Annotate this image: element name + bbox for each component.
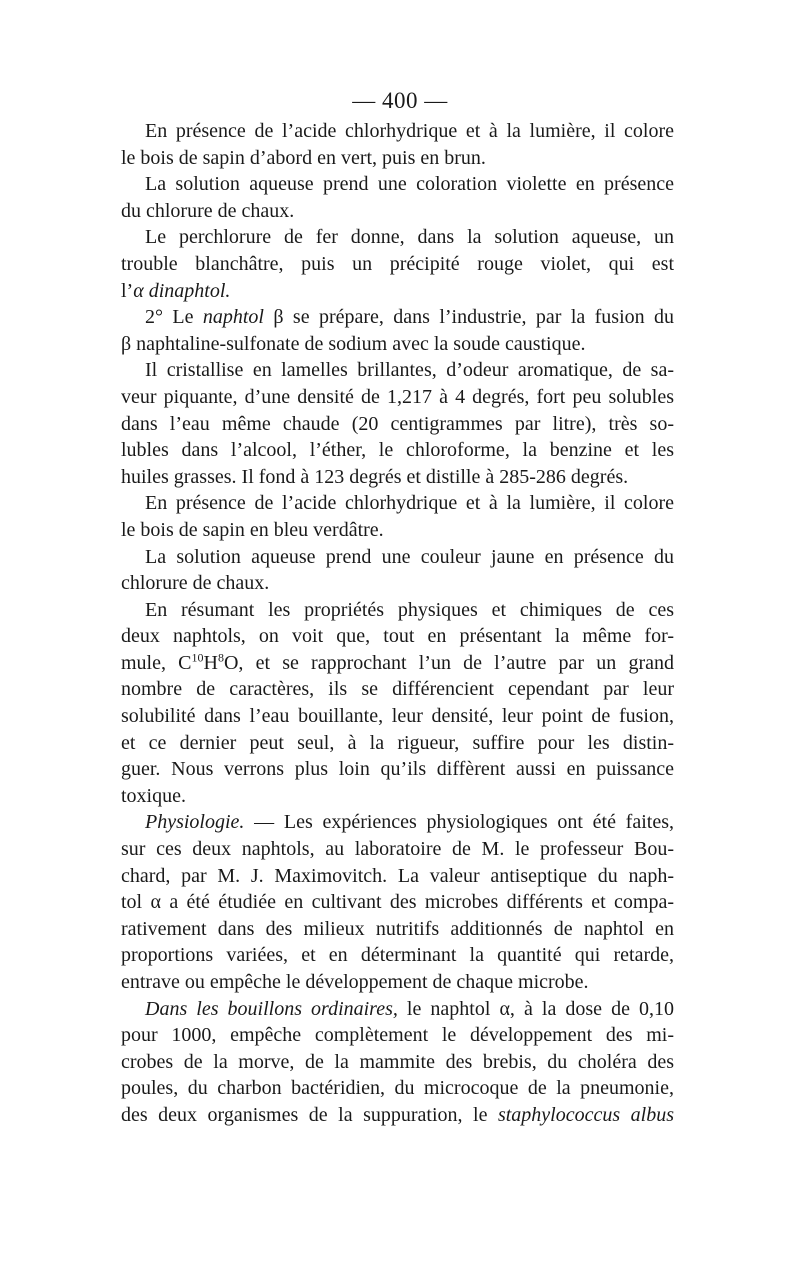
italic-text: Physiologie. <box>145 811 245 834</box>
text-line <box>121 384 674 411</box>
text-segment: solubilité dans l’eau bouillante, leur densité, leur point de fusion, <box>121 705 674 728</box>
text-segment: En résumant les propriétés physiques et chimiques de ces <box>145 598 674 621</box>
text-segment: β se prépare, dans l’industrie, par la fusion du <box>263 306 675 329</box>
text-line <box>121 198 674 225</box>
text-segment: crobes de la morve, de la mammite des brebis, du choléra des <box>121 1050 674 1073</box>
text-line <box>121 996 674 1023</box>
text-segment: nombre de caractères, ils se différencient cependant par leur <box>121 678 674 701</box>
text-line <box>121 464 674 491</box>
text-segment: En présence de l’acide chlorhydrique et à la lumière, il colore <box>145 492 674 515</box>
text-segment: le bois de sapin en bleu verdâtre. <box>121 518 384 541</box>
text-line <box>121 1075 674 1102</box>
text-segment: tol α a été étudiée en cultivant des microbes différents et compa- <box>121 891 674 914</box>
text-segment: O, et se rapprochant l’un de l’autre par un grand <box>223 651 674 674</box>
text-line <box>121 676 674 703</box>
text-line <box>121 544 674 571</box>
text-segment: des deux organismes de la suppuration, le <box>121 1103 498 1126</box>
text-line <box>121 224 674 251</box>
page-number: — 400 — <box>352 88 448 113</box>
text-segment: veur piquante, d’une densité de 1,217 à 4 degrés, fort peu solubles <box>121 385 674 408</box>
text-segment: β naphtaline-sulfonate de sodium avec la soude caustique. <box>121 332 586 355</box>
text-line <box>121 756 674 783</box>
text-line <box>121 969 674 996</box>
italic-text: α dinaphtol. <box>133 279 231 302</box>
text-segment: pour 1000, empêche complètement le développement des mi- <box>121 1024 674 1047</box>
text-line <box>121 411 674 438</box>
text-segment: La solution aqueuse prend une coloration violette en présence <box>145 173 674 196</box>
text-segment: sur ces deux naphtols, au laboratoire de M. le professeur Bou- <box>121 838 674 861</box>
text-segment: chard, par M. J. Maximovitch. La valeur antiseptique du naph- <box>121 864 674 887</box>
text-line <box>121 836 674 863</box>
text-segment: Le perchlorure de fer donne, dans la solution aqueuse, un <box>145 226 674 249</box>
text-line <box>121 278 674 305</box>
text-line <box>121 304 674 331</box>
text-segment: deux naphtols, on voit que, tout en présentant la même for- <box>121 625 674 648</box>
text-line <box>121 783 674 810</box>
text-segment: trouble blanchâtre, puis un précipité rouge violet, qui est <box>121 252 674 275</box>
text-segment: La solution aqueuse prend une couleur jaune en présence du <box>145 545 674 568</box>
text-segment: entrave ou empêche le développement de chaque microbe. <box>121 971 589 993</box>
text-line <box>121 597 674 624</box>
text-line <box>121 1049 674 1076</box>
text-segment: 2° Le <box>145 306 203 329</box>
text-line <box>121 517 674 544</box>
text-line <box>121 730 674 757</box>
text-segment: En présence de l’acide chlorhydrique et à la lumière, il colore <box>145 120 674 142</box>
text-line <box>121 570 674 597</box>
text-line <box>121 251 674 278</box>
text-line <box>121 490 674 517</box>
text-segment: Il cristallise en lamelles brillantes, d’odeur aromatique, de sa- <box>145 359 674 382</box>
superscript: 10 <box>191 650 204 665</box>
text-segment: et ce dernier peut seul, à la rigueur, suffire pour les distin- <box>121 731 674 754</box>
italic-text: staphylococcus albus <box>497 1103 674 1126</box>
text-segment: rativement dans des milieux nutritifs additionnés de naphtol en <box>121 917 674 940</box>
text-segment: mule, C <box>121 651 192 674</box>
italic-text: Dans les bouillons ordinaires, <box>145 997 398 1020</box>
text-segment: toxique. <box>121 784 186 807</box>
text-line <box>121 650 674 677</box>
text-segment: dans l’eau même chaude (20 centigrammes par litre), très so- <box>121 412 674 435</box>
text-segment: — Les expériences physiologiques ont été faites, <box>244 811 674 834</box>
superscript: 8 <box>217 650 224 665</box>
text-line <box>121 331 674 358</box>
text-line <box>121 809 674 836</box>
text-line <box>121 1022 674 1049</box>
text-segment: lubles dans l’alcool, l’éther, le chloroforme, la benzine et les <box>121 439 674 462</box>
text-segment: chlorure de chaux. <box>121 572 270 595</box>
text-segment: proportions variées, et en déterminant la quantité qui retarde, <box>121 944 674 967</box>
text-line <box>121 889 674 916</box>
text-segment: poules, du charbon bactéridien, du microcoque de la pneumonie, <box>121 1077 674 1100</box>
text-line <box>121 623 674 650</box>
text-line <box>121 437 674 464</box>
text-line <box>121 357 674 384</box>
text-line <box>121 703 674 730</box>
text-segment: guer. Nous verrons plus loin qu’ils diffèrent aussi en puissance <box>121 758 674 781</box>
text-segment: le bois de sapin d’abord en vert, puis en brun. <box>121 146 486 169</box>
text-line <box>121 118 674 145</box>
text-segment: du chlorure de chaux. <box>121 199 295 222</box>
text-segment: huiles grasses. Il fond à 123 degrés et distille à 285-286 degrés. <box>121 465 629 488</box>
text-line <box>121 942 674 969</box>
text-segment: H <box>203 651 218 674</box>
text-line <box>121 145 674 172</box>
text-segment: le naphtol α, à la dose de 0,10 <box>397 997 674 1020</box>
text-line <box>121 171 674 198</box>
text-segment: l’ <box>121 279 134 302</box>
text-line <box>121 916 674 943</box>
italic-text: naphtol <box>202 306 264 329</box>
text-line <box>121 1102 674 1129</box>
body-text <box>121 118 674 1129</box>
text-line <box>121 863 674 890</box>
